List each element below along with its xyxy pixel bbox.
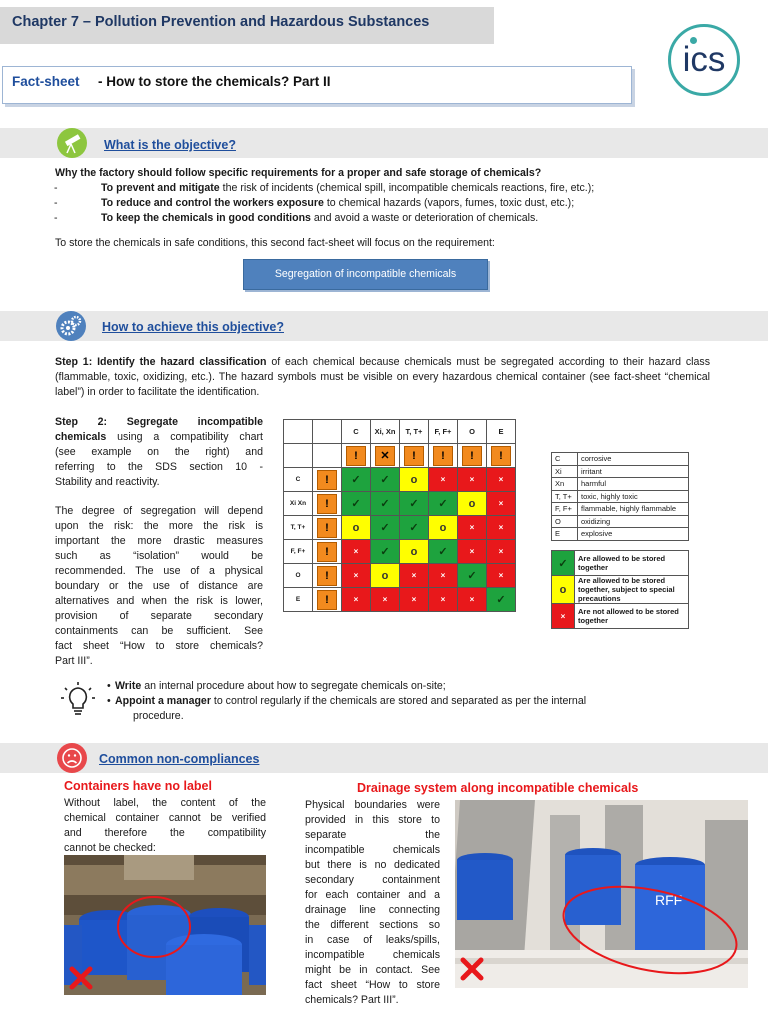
text-line: incompatible chemicals [305, 949, 440, 961]
text-line: chemical container cannot be verified [64, 812, 266, 824]
legend-row [552, 515, 689, 528]
tip-item-2-cont: procedure. [133, 710, 184, 722]
no-label-title: Containers have no label [64, 779, 212, 793]
objective-bullet-2: - To reduce and control the workers exposure to chemical hazards (vapors, fumes, toxic dust, etc.); [54, 197, 575, 209]
text-line: Without label, the content of the [64, 797, 266, 809]
text-line: fact sheet “How to store [305, 979, 440, 991]
compatibility-cell [342, 540, 371, 564]
compatibility-mark: ✓ [438, 498, 448, 510]
compatibility-cell [371, 540, 400, 564]
hazard-symbol-icon: ! [313, 492, 342, 516]
color-legend-desc: Are not allowed to be stored together [575, 604, 689, 629]
compatibility-mark: × [440, 595, 446, 604]
step2-text [55, 415, 263, 490]
compatibility-cell [487, 588, 516, 612]
text-line: provided in this store to [305, 814, 440, 826]
text-line: Part III”. [55, 655, 93, 667]
step2-line: referring to the SDS section 10 - [55, 461, 263, 473]
chart-row-label: C [284, 468, 313, 492]
hazard-symbol-icon: ! [400, 444, 429, 468]
achieve-section-title: How to achieve this objective? [102, 320, 284, 334]
text-line: boundary or the use of distance are [55, 580, 263, 592]
chart-column-label: F, F+ [429, 420, 458, 444]
tip-item-1: • Write an internal procedure about how to segregate chemicals on-site; [107, 680, 446, 692]
compatibility-mark: × [469, 523, 475, 532]
legend-row [552, 528, 689, 541]
color-legend-desc: Are allowed to be stored together, subject to special precautions [575, 576, 689, 604]
legend-code: F, F+ [552, 503, 578, 516]
step1-text: Step 1: Identify the hazard classification of each chemical because chemicals must be segregated according to their hazard class (flammable, toxic, oxidizing, etc.). The hazard symbols must be visible on every hazardous chemical container (see fact-sheet “chemical label”) in order to facilitate the identification. [55, 356, 710, 398]
compatibility-table [283, 419, 516, 612]
compatibility-mark: ✓ [380, 522, 390, 534]
chapter-title: Chapter 7 – Pollution Prevention and Hazardous Substances [12, 14, 430, 30]
text-line: drainage line connecting [305, 904, 440, 916]
noncompliance-section-title: Common non-compliances [99, 752, 260, 766]
text-line: alternatives and when the risk is lower, [55, 595, 263, 607]
compatibility-mark: × [469, 547, 475, 556]
compatibility-cell [342, 492, 371, 516]
color-legend-desc: Are allowed to be stored together [575, 551, 689, 576]
text-line: incompatible chemicals [305, 844, 440, 856]
compatibility-cell [458, 564, 487, 588]
objective-intro: To store the chemicals in safe conditions, this second fact-sheet will focus on the requirement: [55, 237, 495, 249]
drainage-title: Drainage system along incompatible chemicals [357, 781, 639, 795]
text-line: but there is no dedicated [305, 859, 440, 871]
legend-code: Xi [552, 465, 578, 478]
compatibility-cell [400, 492, 429, 516]
unlabeled-containers-photo [64, 855, 266, 995]
compatibility-mark: ✓ [467, 570, 477, 582]
compatibility-mark: × [498, 523, 504, 532]
degree-text [55, 504, 263, 669]
legend-desc: harmful [578, 478, 689, 491]
step2-line: chemicals using a compatibility chart [55, 431, 263, 443]
tip-item-2: • Appoint a manager to control regularly if the chemicals are stored and separated as per the internal [107, 695, 587, 707]
legend-desc: irritant [578, 465, 689, 478]
compatibility-mark: × [498, 475, 504, 484]
legend-code: E [552, 528, 578, 541]
hazard-symbol-icon: ! [487, 444, 516, 468]
swatch-mark: o [559, 583, 567, 596]
compatibility-cell [458, 492, 487, 516]
legend-desc: oxidizing [578, 515, 689, 528]
objective-bullet-1: - To prevent and mitigate the risk of incidents (chemical spill, incompatible chemicals reactions, fire, etc.); [54, 182, 595, 194]
compatibility-cell [342, 468, 371, 492]
legend-row [552, 478, 689, 491]
text-line: and therefore the compatibility [64, 827, 266, 839]
compatibility-cell [371, 516, 400, 540]
compatibility-cell [429, 516, 458, 540]
legend-desc: flammable, highly flammable [578, 503, 689, 516]
compatibility-mark: o [381, 569, 389, 582]
compatibility-cell [371, 588, 400, 612]
compatibility-cell [342, 564, 371, 588]
compatibility-mark: o [439, 521, 447, 534]
color-swatch [552, 604, 575, 629]
compatibility-cell [400, 516, 429, 540]
compatibility-cell [458, 588, 487, 612]
compatibility-cell [429, 492, 458, 516]
compatibility-mark: × [469, 595, 475, 604]
compatibility-cell [400, 588, 429, 612]
compatibility-mark: ✓ [380, 546, 390, 558]
text-line: provision of separate secondary [55, 610, 263, 622]
compatibility-cell [400, 564, 429, 588]
hazard-symbol-icon: ! [429, 444, 458, 468]
compatibility-cell [400, 540, 429, 564]
text-line: important the more drastic measures [55, 535, 263, 547]
fact-sheet-title: - How to store the chemicals? Part II [98, 74, 331, 89]
compatibility-mark: ✓ [380, 498, 390, 510]
chart-row-label: O [284, 564, 313, 588]
text-line: cannot be checked: [64, 842, 156, 854]
swatch-mark: ✓ [558, 557, 568, 570]
legend-code: T, T+ [552, 490, 578, 503]
compatibility-mark: × [382, 595, 388, 604]
sad-face-icon [57, 743, 87, 773]
hazard-symbol-icon: ! [342, 444, 371, 468]
chart-row-label: F, F+ [284, 540, 313, 564]
compatibility-cell [487, 540, 516, 564]
hazard-symbol-icon: ! [313, 588, 342, 612]
gears-icon [56, 311, 86, 341]
compatibility-cell [487, 516, 516, 540]
text-line: secondary containment [305, 874, 440, 886]
compatibility-mark: o [468, 497, 476, 510]
legend-desc: corrosive [578, 453, 689, 466]
color-legend-table [551, 550, 689, 629]
legend-row [552, 453, 689, 466]
compatibility-cell [429, 540, 458, 564]
hazard-symbol-icon: ! [313, 564, 342, 588]
compatibility-mark: × [411, 571, 417, 580]
hazard-symbol-icon: ! [458, 444, 487, 468]
compatibility-mark: ✓ [496, 594, 506, 606]
legend-code: C [552, 453, 578, 466]
step2-line: Step 2: Segregate incompatible [55, 416, 263, 428]
objective-section-title: What is the objective? [104, 138, 236, 152]
red-x-icon [459, 956, 485, 982]
compatibility-mark: × [440, 475, 446, 484]
legend-code: O [552, 515, 578, 528]
compatibility-mark: o [410, 545, 418, 558]
chart-row-label: T, T+ [284, 516, 313, 540]
telescope-icon [57, 128, 87, 158]
color-legend [551, 550, 689, 629]
drainage-text [305, 798, 440, 1008]
legend-row [552, 465, 689, 478]
color-swatch [552, 576, 575, 604]
compatibility-mark: ✓ [351, 498, 361, 510]
text-line: The degree of segregation will depend [55, 505, 263, 517]
compatibility-cell [458, 468, 487, 492]
color-swatch [552, 551, 575, 576]
step2-line: Stability and reactivity. [55, 476, 160, 488]
color-legend-row [552, 576, 689, 604]
compatibility-mark: o [410, 473, 418, 486]
text-line: might be in contact. See [305, 964, 440, 976]
fact-sheet-label: Fact-sheet [12, 74, 80, 89]
legend-desc: toxic, highly toxic [578, 490, 689, 503]
compatibility-chart [283, 419, 516, 612]
red-x-icon [68, 965, 94, 991]
compatibility-mark: × [469, 475, 475, 484]
compatibility-cell [487, 564, 516, 588]
legend-desc: explosive [578, 528, 689, 541]
text-line: in case of leaks/spills, [305, 934, 440, 946]
compatibility-cell [429, 588, 458, 612]
hazard-symbol-icon: ✕ [371, 444, 400, 468]
legend-row [552, 490, 689, 503]
hazard-symbol-icon: ! [313, 516, 342, 540]
compatibility-cell [342, 516, 371, 540]
compatibility-mark: × [353, 571, 359, 580]
compatibility-mark: × [353, 547, 359, 556]
chart-column-label: T, T+ [400, 420, 429, 444]
step2-line: (see example on the right) and [55, 446, 263, 458]
compatibility-cell [371, 564, 400, 588]
color-legend-row [552, 551, 689, 576]
drainage-photo [455, 800, 748, 988]
chart-column-label: O [458, 420, 487, 444]
lightbulb-icon [58, 680, 98, 720]
hazard-symbol-icon: ! [313, 468, 342, 492]
compatibility-cell [371, 468, 400, 492]
compatibility-cell [487, 468, 516, 492]
requirement-box: Segregation of incompatible chemicals [243, 259, 488, 290]
compatibility-cell [458, 516, 487, 540]
color-legend-row [552, 604, 689, 629]
text-line: separate the [305, 829, 440, 841]
compatibility-mark: × [498, 571, 504, 580]
compatibility-mark: ✓ [351, 474, 361, 486]
no-label-text [64, 796, 266, 856]
compatibility-cell [342, 588, 371, 612]
compatibility-mark: ✓ [438, 546, 448, 558]
text-line: Physical boundaries were [305, 799, 440, 811]
compatibility-cell [429, 564, 458, 588]
objective-question: Why the factory should follow specific requirements for a proper and safe storage of chemicals? [55, 167, 542, 179]
hazard-legend-table [551, 452, 689, 541]
hazard-legend [551, 452, 689, 541]
text-line: containments can be sufficient. See [55, 625, 263, 637]
text-line: such as “isolation” would be [55, 550, 263, 562]
compatibility-mark: × [498, 499, 504, 508]
text-line: upon the risk: the more the risk is [55, 520, 263, 532]
ics-logo [668, 24, 740, 96]
chart-row-label: Xi Xn [284, 492, 313, 516]
text-line: fact sheet “How to store chemicals? [55, 640, 263, 652]
chart-column-label: Xi, Xn [371, 420, 400, 444]
compatibility-mark: × [498, 547, 504, 556]
text-line: recommended. The use of a physical [55, 565, 263, 577]
compatibility-mark: × [353, 595, 359, 604]
text-line: chemicals? Part III”. [305, 994, 399, 1006]
logo-text: ics [682, 40, 726, 79]
legend-code: Xn [552, 478, 578, 491]
compatibility-mark: × [440, 571, 446, 580]
drum-label-text: RFF [655, 892, 683, 908]
compatibility-cell [458, 540, 487, 564]
chart-row-label: E [284, 588, 313, 612]
objective-bullet-3: - To keep the chemicals in good conditions and avoid a waste or deterioration of chemicals. [54, 212, 539, 224]
chart-column-label: C [342, 420, 371, 444]
swatch-mark: × [560, 611, 566, 621]
chart-column-label: E [487, 420, 516, 444]
legend-row [552, 503, 689, 516]
compatibility-mark: ✓ [380, 474, 390, 486]
compatibility-cell [371, 492, 400, 516]
text-line: for each container and a [305, 889, 440, 901]
compatibility-mark: × [411, 595, 417, 604]
text-line: the different sections so [305, 919, 440, 931]
compatibility-cell [429, 468, 458, 492]
compatibility-mark: ✓ [409, 522, 419, 534]
compatibility-cell [400, 468, 429, 492]
compatibility-mark: o [352, 521, 360, 534]
hazard-symbol-icon: ! [313, 540, 342, 564]
compatibility-cell [487, 492, 516, 516]
compatibility-mark: ✓ [409, 498, 419, 510]
